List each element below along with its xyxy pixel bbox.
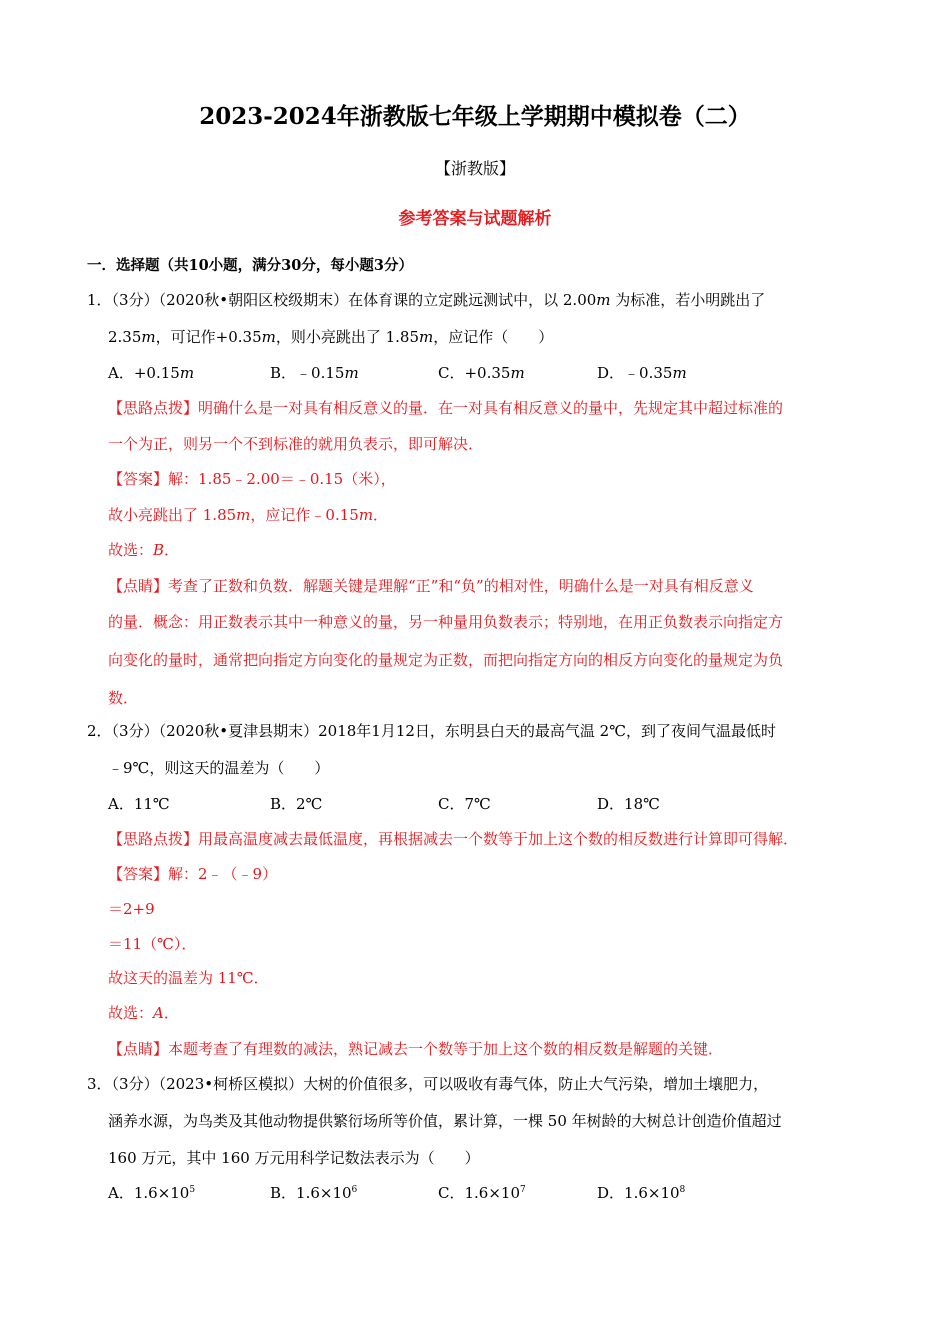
option-c: C．$1.6\times 10^7$ [438,1184,526,1202]
edition-label: 【浙教版】 [434,159,515,178]
answer-line: 【答案】解：1.85﹣2.00＝﹣0.15（米）， [108,470,396,488]
hint-line: 一个为正，则另一个不到标准的就用负表示，即可解决． [108,435,484,453]
option-d: D．18℃ [597,795,660,813]
option-c: C．+0.35m [438,364,525,382]
comment-line: 的量．概念：用正数表示其中一种意义的量，另一种量用负数表示；特别地，在用正负数表示向指定方 [108,613,784,631]
answer-line: ＝11（℃）． [108,935,197,953]
question-1-stem: 1．（3分）（2020秋•朝阳区校级期末）在体育课的立定跳远测试中，以 2.00m 为标准，若小明跳出了 [87,291,766,309]
answer-line: 【答案】解：2﹣（﹣9） [108,865,278,883]
option-d: D．$1.6\times 10^8$ [597,1184,686,1202]
hint-line: 【思路点拨】明确什么是一对具有相反意义的量．在一对具有相反意义的量中，先规定其中超过标准的 [108,399,784,417]
choice-line: 故选：A． [108,1004,179,1022]
answer-line: 故这天的温差为 11℃． [108,969,269,987]
option-a: A．11℃ [108,795,170,813]
question-3-stem: 3．（3分）（2023•柯桥区模拟）大树的价值很多，可以吸收有毒气体，防止大气污染，增加土壤肥力， [87,1075,769,1093]
question-3-stem-line3: 160 万元，其中 160 万元用科学记数法表示为（ ） [108,1149,480,1167]
question-2-stem-line2: ﹣9℃，则这天的温差为（ ） [108,759,330,777]
question-1-stem-line2: 2.35m，可记作+0.35m，则小亮跳出了 1.85m，应记作（ ） [108,328,554,346]
comment-line: 数． [108,689,139,707]
hint-line: 【思路点拨】用最高温度减去最低温度，再根据减去一个数等于加上这个数的相反数进行计算即可得解． [108,830,799,848]
question-number: 1． [87,291,112,309]
answer-line: 故小亮跳出了 1.85m，应记作﹣0.15m． [108,506,389,524]
option-a: A．+0.15m [108,364,195,382]
question-number: 3． [87,1075,112,1093]
comment-line: 向变化的量时，通常把向指定方向变化的量规定为正数，而把向指定方向的相反方向变化的量规定为负 [108,651,784,669]
choice-line: 故选：B． [108,541,180,559]
section-heading: 一．选择题（共10小题，满分30分，每小题3分） [87,257,413,274]
comment-line: 【点睛】考查了正数和负数．解题关键是理解“正”和“负”的相对性，明确什么是一对具有相反意义 [108,577,754,595]
document-title: 2023-2024年浙教版七年级上学期期中模拟卷（二） [199,103,751,130]
option-a: A．$1.6\times 10^5$ [108,1184,196,1202]
question-2-stem: 2．（3分）（2020秋•夏津县期末）2018年1月12日，东明县白天的最高气温 2℃，到了夜间气温最低时 [87,722,777,740]
question-3-stem-line2: 涵养水源，为鸟类及其他动物提供繁衍场所等价值，累计算，一棵 50 年树龄的大树总计创造价值超过 [108,1112,782,1130]
answer-line: ＝2+9 [108,900,155,918]
option-c: C．7℃ [438,795,491,813]
option-b: B．2℃ [270,795,323,813]
option-b: B．﹣0.15m [270,364,359,382]
option-b: B．$1.6\times 10^6$ [270,1184,358,1202]
option-d: D．﹣0.35m [597,364,687,382]
answer-section-title: 参考答案与试题解析 [398,209,552,229]
comment-line: 【点睛】本题考查了有理数的减法，熟记减去一个数等于加上这个数的相反数是解题的关键． [108,1040,724,1058]
question-number: 2． [87,722,112,740]
